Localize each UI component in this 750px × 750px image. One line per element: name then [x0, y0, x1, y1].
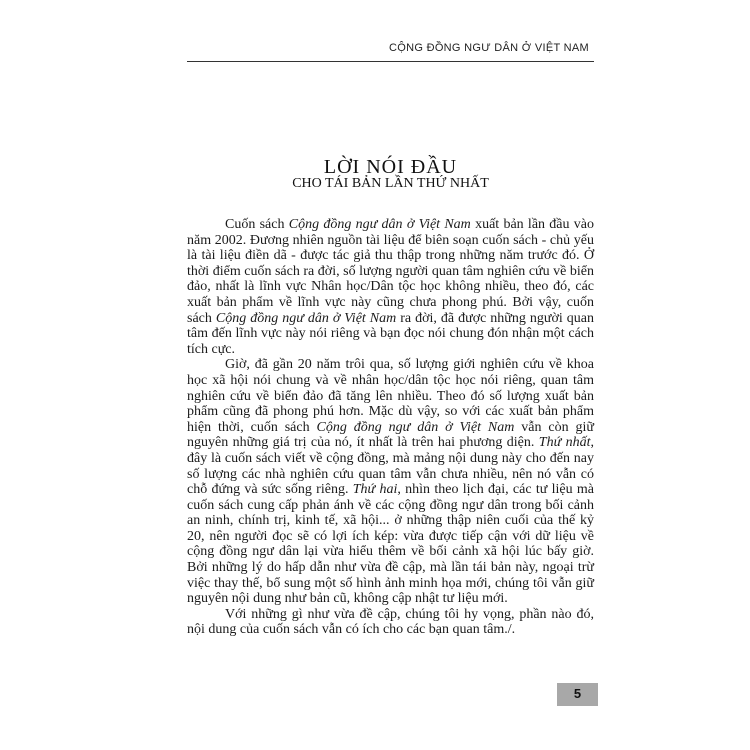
paragraph-text: , đây là cuốn sách viết về cộng đồng, mà mảng nội dung này cho đến nay số lượng các nhà nghiên cứu quan tâm vẫn chưa nhiều, nên nó vẫn có chỗ đứng và sức sống riêng. — [187, 435, 594, 498]
paragraph-text: Cuốn sách — [225, 217, 289, 232]
body-text — [187, 217, 594, 638]
body-paragraph — [187, 357, 594, 607]
paragraph-text: xuất bản lần đầu vào năm 2002. Đương nhiên nguồn tài liệu để biên soạn cuốn sách - chủ yếu là tài liệu điền dã - được tác giả thu thập trong những năm trước đó. Ở thời điểm cuốn sách ra đời, số lượng người quan tâm nghiên cứu về biển đảo, nhất là lĩnh vực Nhân học/Dân tộc học không nhiều, theo đó, các xuất bản phẩm về lĩnh vực này cũng chưa phong phú. Bởi vậy, cuốn sách — [187, 217, 594, 326]
running-header — [187, 37, 594, 65]
chapter-title: LỜI NÓI ĐẦU — [323, 156, 458, 178]
paragraph-text: ra đời, đã được những người quan tâm đến lĩnh vực này nói riêng và bạn đọc nói chung đón nhận một cách tích cực. — [187, 310, 594, 357]
paragraph-text: Với những gì như vừa đề cập, chúng tôi hy vọng, phần nào đó, nội dung của cuốn sách vẫn có ích cho các bạn quan tâm./. — [187, 606, 594, 638]
italic-text: Cộng đồng ngư dân ở Việt Nam — [316, 419, 515, 435]
body-paragraph — [187, 217, 594, 357]
paragraph-text: , nhìn theo lịch đại, các tư liệu mà cuốn sách cung cấp phản ánh về các cộng đồng ngư dân trong bối cảnh an ninh, chính trị, kinh tế, xã hội... ở những thập niên cuối của thế kỷ 20, nên người đọc sẽ có lợi ích kép: vừa được tiếp cận với dữ liệu về cộng đồng ngư dân lại vừa hiểu thêm về bối cảnh xã hội lúc bấy giờ. Bởi những lý do hấp dẫn như vừa đề cập, mà lần tái bản này, ngoại trừ việc thay thế, bổ sung một số hình ảnh minh họa mới, chúng tôi vẫn giữ nguyên nội dung như bản cũ, không cập nhật tư liệu mới. — [187, 482, 595, 607]
body-paragraph — [187, 607, 594, 638]
page-number: 5 — [573, 686, 582, 701]
paragraph-text: Giờ, đã gần 20 năm trôi qua, số lượng giới nghiên cứu về khoa học xã hội nói chung và về nhân học/dân tộc học nói riêng, quan tâm nghiên cứu về biển đảo đã tăng lên nhiều. Theo đó số lượng xuất bản phẩm cũng đã phong phú hơn. Mặc dù vậy, so với các xuất bản phẩm hiện thời, cuốn sách — [187, 357, 594, 435]
running-title: CỘNG ĐỒNG NGƯ DÂN Ở VIỆT NAM — [389, 42, 589, 54]
header-rule — [187, 61, 594, 62]
italic-text: Cộng đồng ngư dân ở Việt Nam — [288, 217, 471, 232]
italic-text: Thứ hai — [352, 482, 398, 498]
italic-text: Cộng đồng ngư dân ở Việt Nam — [215, 310, 397, 326]
paragraph-text: vẫn còn giữ nguyên những giá trị của nó, ít nhất là trên hai phương diện. — [187, 419, 595, 451]
chapter-subtitle: CHO TÁI BẢN LẦN THỨ NHẤT — [292, 176, 489, 191]
page-number-box — [557, 683, 598, 706]
italic-text: Thứ nhất — [538, 435, 591, 451]
